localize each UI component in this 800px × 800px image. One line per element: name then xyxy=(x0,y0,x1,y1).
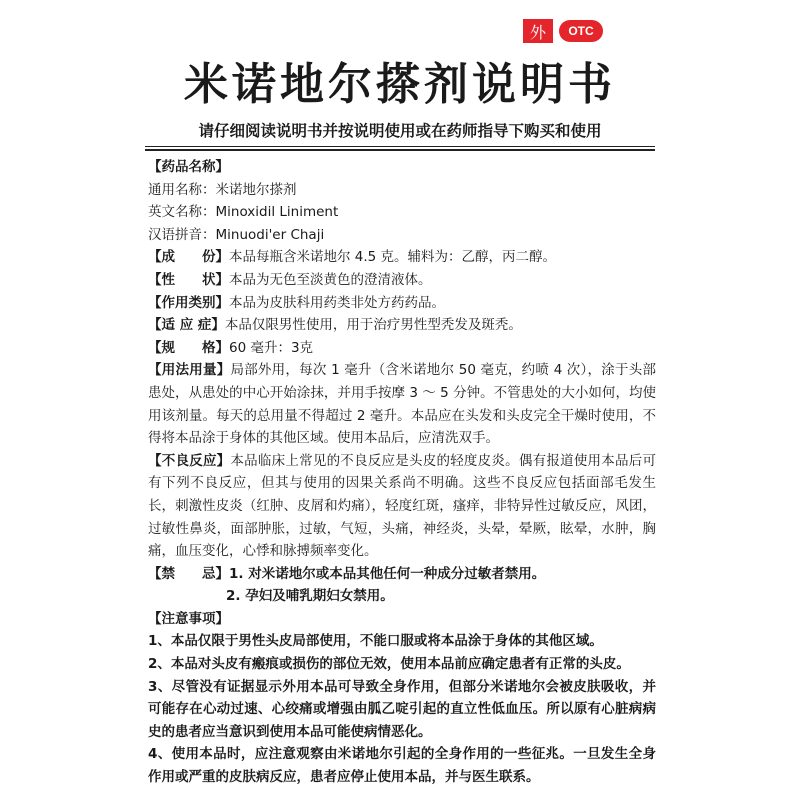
indication-text: 本品仅限男性使用，用于治疗男性型秃发及斑秃。 xyxy=(224,317,522,334)
adverse-label: 【不良反应】 xyxy=(148,452,231,469)
category-label: 【作用类别】 xyxy=(148,294,229,311)
appearance-section xyxy=(148,269,656,292)
usage-label: 【用法用量】 xyxy=(148,362,231,379)
precaution-item: 1、本品仅限于男性头皮局部使用，不能口服或将本品涂于身体的其他区域。 xyxy=(148,633,603,650)
contraindication-item: 1. 对米诺地尔或本品其他任何一种成分过敏者禁用。 xyxy=(229,565,546,582)
pinyin-name: 汉语拼音：Minuodi'er Chaji xyxy=(148,226,325,243)
adverse-text: 本品临床上常见的不良反应是头皮的轻度皮炎。偶有报道使用本品后可有下列不良反应，但其与使用的因果关系尚不明确。这些不良反应包括面部毛发生长，刺激性皮炎（红肿、皮屑和灼痛），轻度红斑，瘙痒，非特异性过敏反应，风团，过敏性鼻炎，面部肿胀，过敏，气短，头痛，神经炎，头晕，晕厥，眩晕，水肿，胸痛，血压变化，心悸和脉搏频率变化。 xyxy=(148,452,657,560)
divider-thick xyxy=(145,149,655,151)
composition-section xyxy=(148,246,656,269)
contraindications-section xyxy=(148,563,656,586)
appearance-text: 本品为无色至淡黄色的澄清液体。 xyxy=(229,271,432,288)
divider-thin xyxy=(145,146,655,147)
precaution-item: 2、本品对头皮有瘢痕或损伤的部位无效，使用本品前应确定患者有正常的头皮。 xyxy=(148,656,630,673)
specification-text: 60 毫升：3克 xyxy=(229,339,314,356)
label-badges xyxy=(523,19,603,43)
precaution-item: 4、使用本品时，应注意观察由米诺地尔引起的全身作用的一些征兆。一旦发生全身作用或严重的皮肤病反应，患者应停止使用本品，并与医生联系。 xyxy=(148,746,656,786)
specification-label: 【规 格】 xyxy=(148,339,229,356)
contraindications-label: 【禁 忌】 xyxy=(148,565,229,582)
usage-text: 局部外用，每次 1 毫升（含米诺地尔 50 毫克，约喷 4 次），涂于头部患处，从患处的中心开始涂抹，并用手按摩 3 ～ 5 分钟。不管患处的大小如何，均使用该剂量。每天的总用量不得超过 2 毫升。本品应在头发和头皮完全干燥时使用，不得将本品涂于身体的其他区域。使用本品后，应清洗双手。 xyxy=(148,362,657,447)
page-subtitle: 请仔细阅读说明书并按说明使用或在药师指导下购买和使用 xyxy=(198,122,602,140)
category-text: 本品为皮肤科用药类非处方药药品。 xyxy=(229,294,445,311)
external-use-badge: 外 xyxy=(523,19,553,43)
appearance-label: 【性 状】 xyxy=(148,271,229,288)
category-section xyxy=(148,292,656,315)
contraindication-item: 2. 孕妇及哺乳期妇女禁用。 xyxy=(226,588,394,605)
otc-badge: OTC xyxy=(559,20,603,42)
composition-text: 本品每瓶含米诺地尔 4.5 克。辅料为：乙醇，丙二醇。 xyxy=(229,249,557,266)
generic-name: 通用名称：米诺地尔搽剂 xyxy=(148,181,297,198)
leaflet-body xyxy=(148,156,656,789)
composition-label: 【成 份】 xyxy=(148,249,229,266)
page-title: 米诺地尔搽剂说明书 xyxy=(184,59,616,110)
adverse-section xyxy=(148,450,656,563)
english-name: 英文名称：Minoxidil Liniment xyxy=(148,204,339,221)
precaution-item: 3、尽管没有证据显示外用本品可导致全身作用，但部分米诺地尔会被皮肤吸收，并可能存在心动过速、心绞痛或增强由胍乙啶引起的直立性低血压。所以原有心脏病病史的患者应当意识到使用本品可能使病情恶化。 xyxy=(148,678,656,740)
usage-section xyxy=(148,359,656,449)
precautions-header: 【注意事项】 xyxy=(148,610,229,627)
specification-section xyxy=(148,337,656,360)
indication-label: 【适 应 症】 xyxy=(148,317,225,334)
indication-section xyxy=(148,314,656,337)
drug-name-header: 【药品名称】 xyxy=(148,159,229,175)
